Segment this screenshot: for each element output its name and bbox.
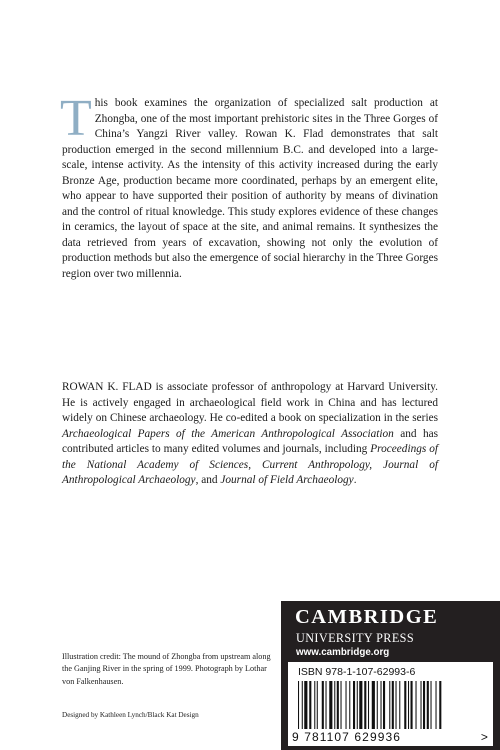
barcode-bar — [317, 681, 318, 729]
bio-text-4: . — [353, 474, 357, 487]
bio-text-1: ROWAN K. FLAD is associate professor of anthropology at Harvard University. He is actively engaged in archaeological field work in China and has lectured widely on Chinese archaeology. He co-edited a book on specialization in the series — [62, 381, 438, 425]
bio-text-2: and has contributed articles to many edited volumes and journals, including — [62, 427, 438, 456]
bio-text-3: , and — [195, 474, 221, 487]
barcode-bar — [298, 681, 299, 729]
barcode-bar — [329, 681, 332, 729]
barcode-bar — [427, 681, 429, 729]
barcode-digits: 9 781107 629936 — [292, 730, 402, 744]
barcode-bar — [337, 681, 339, 729]
barcode-bar — [302, 681, 303, 729]
barcode-bar — [396, 681, 397, 729]
publisher-url: www.cambridge.org — [296, 647, 390, 658]
barcode-bar — [381, 681, 382, 729]
author-bio — [62, 380, 438, 489]
barcode-bar — [389, 681, 390, 729]
barcode-bar — [359, 681, 362, 729]
barcode-bar — [431, 681, 432, 729]
barcode-bar — [322, 681, 324, 729]
barcode-bar — [326, 681, 327, 729]
barcode-bar — [404, 681, 406, 729]
bio-journals: Proceedings of the National Academy of Sciences, Current Anthropology, Journal of Anthropological Archaeology — [62, 443, 438, 487]
barcode-bar — [399, 681, 400, 729]
bio-series-title: Archaeological Papers of the American Anthropological Association — [62, 427, 394, 440]
barcode-bar — [309, 681, 311, 729]
back-cover-blurb — [60, 90, 438, 283]
barcode-bar — [439, 681, 441, 729]
barcode-bar — [349, 681, 350, 729]
barcode-bar — [353, 681, 355, 729]
barcode-bar — [423, 681, 425, 729]
barcode-bar — [304, 681, 307, 729]
illustration-credit: Illustration credit: The mound of Zhongba from upstream along the Ganjing River in the spring of 1999. Photograph by Lothar von Falkenhausen. — [62, 652, 271, 686]
drop-cap: T — [60, 90, 92, 147]
barcode-bar — [411, 681, 413, 729]
barcode-number — [292, 730, 489, 744]
barcode-bar — [392, 681, 394, 729]
blurb-text: his book examines the organization of specialized salt production at Zhongba, one of the most important prehistoric sites in the Three Gorges of China’s Yangzi River valley. Rowan K. Flad demonstrates that salt production emerged in the second millennium B.C. and developed into a large-scale, intense activity. As the intensity of this activity increased during the early Bronze Age, production became more coordinated, perhaps by an emergent elite, who appear to have supported their position of authority by means of divination and the control of ritual knowledge. This study explores evidence of these changes in ceramics, the layout of space at the site, and animal remains. It synthesizes the data retrieved from years of excavation, showing not only the evolution of production methods but also the emergence of social hierarchy in the Three Gorges region over two millennia. — [62, 97, 438, 281]
barcode-bar — [421, 681, 422, 729]
barcode-bar — [372, 681, 375, 729]
barcode-bar — [364, 681, 366, 729]
isbn-label: ISBN 978-1-107-62993-6 — [298, 666, 416, 678]
publisher-press: UNIVERSITY PRESS — [296, 631, 415, 645]
publisher-box — [281, 601, 500, 750]
barcode-bar — [368, 681, 369, 729]
barcode-bar — [416, 681, 417, 729]
publisher-name: CAMBRIDGE — [295, 606, 439, 628]
barcode-arrow: > — [480, 730, 489, 744]
barcode-icon — [296, 681, 486, 729]
designer-credit: Designed by Kathleen Lynch/Black Kat Design — [62, 711, 199, 719]
barcode-bar — [436, 681, 437, 729]
barcode-bar — [346, 681, 347, 729]
barcode-bar — [377, 681, 378, 729]
barcode-bar — [334, 681, 335, 729]
barcode-bar — [357, 681, 358, 729]
bio-journal-field: Journal of Field Archaeology — [220, 474, 354, 487]
barcode-panel — [288, 662, 493, 746]
barcode-bar — [341, 681, 342, 729]
barcode-bar — [408, 681, 409, 729]
barcode-bar — [314, 681, 315, 729]
barcode-bar — [383, 681, 385, 729]
